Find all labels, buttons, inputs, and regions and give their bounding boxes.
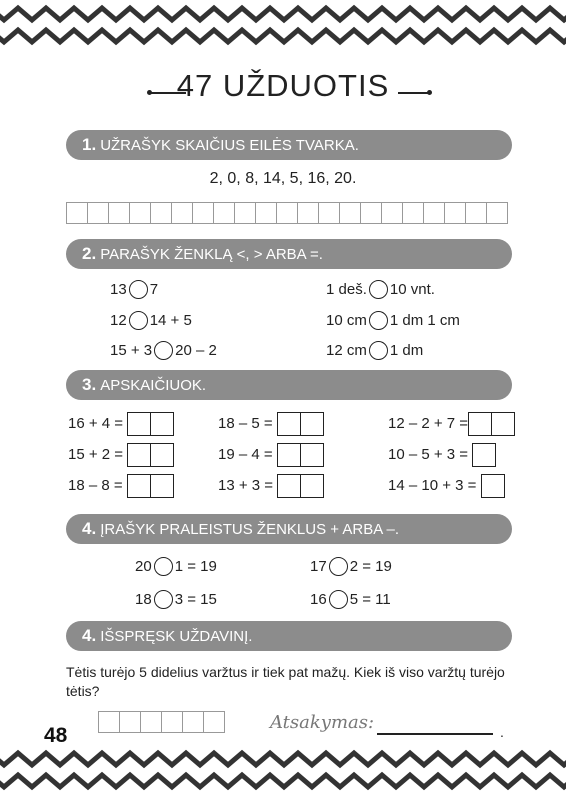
zigzag-border-bottom bbox=[0, 743, 566, 801]
answer-circle[interactable] bbox=[154, 590, 173, 609]
grid-cell[interactable] bbox=[88, 202, 109, 224]
answer-grid-1[interactable] bbox=[66, 202, 508, 224]
sign-right-a: 16 bbox=[310, 591, 327, 608]
sign-right-a: 17 bbox=[310, 558, 327, 575]
grid-cell[interactable] bbox=[130, 202, 151, 224]
page-title: 47 UŽDUOTIS bbox=[176, 68, 390, 103]
answer-box[interactable] bbox=[127, 443, 151, 467]
grid-cell[interactable] bbox=[340, 202, 361, 224]
calc-2-1 bbox=[218, 411, 324, 437]
compare-right-a: 1 deš. bbox=[326, 281, 367, 298]
grid-cell[interactable] bbox=[277, 202, 298, 224]
grid-cell[interactable] bbox=[162, 711, 183, 733]
compare-right-b: 10 vnt. bbox=[389, 281, 435, 298]
compare-row-right-3 bbox=[326, 340, 423, 362]
compare-left-b: 14 + 5 bbox=[149, 312, 192, 329]
calc-3-2 bbox=[388, 442, 496, 468]
calc-1-3 bbox=[68, 473, 174, 499]
grid-cell[interactable] bbox=[424, 202, 445, 224]
section-2-number: 2. bbox=[82, 244, 97, 263]
answer-period: . bbox=[500, 724, 504, 740]
compare-right-b: 1 dm bbox=[389, 342, 424, 359]
answer-box[interactable] bbox=[151, 474, 174, 498]
answer-circle[interactable] bbox=[129, 311, 148, 330]
section-5-number: 4. bbox=[82, 626, 97, 645]
section-1-label: UŽRAŠYK SKAIČIUS EILĖS TVARKA. bbox=[100, 137, 359, 154]
answer-circle[interactable] bbox=[369, 311, 388, 330]
grid-cell[interactable] bbox=[204, 711, 225, 733]
answer-label: Atsakymas: bbox=[270, 712, 375, 733]
grid-cell[interactable] bbox=[214, 202, 235, 224]
answer-circle[interactable] bbox=[329, 590, 348, 609]
compare-left-a: 13 bbox=[110, 281, 127, 298]
sign-row-left-2 bbox=[135, 589, 217, 611]
answer-box[interactable] bbox=[151, 443, 174, 467]
answer-box[interactable] bbox=[151, 412, 174, 436]
answer-box[interactable] bbox=[301, 412, 324, 436]
sign-row-right-1 bbox=[310, 556, 392, 578]
grid-cell[interactable] bbox=[193, 202, 214, 224]
answer-box[interactable] bbox=[301, 443, 324, 467]
solution-grid[interactable] bbox=[98, 711, 225, 733]
answer-box[interactable] bbox=[472, 443, 496, 467]
calc-expression: 19 – 4 = bbox=[218, 446, 273, 463]
compare-row-right-2 bbox=[326, 310, 460, 332]
calc-expression: 12 – 2 + 7 = bbox=[388, 415, 469, 432]
sign-row-left-1 bbox=[135, 556, 217, 578]
compare-left-b: 7 bbox=[149, 281, 159, 298]
answer-circle[interactable] bbox=[154, 341, 173, 360]
page-number: 48 bbox=[44, 724, 68, 747]
compare-row-left-1 bbox=[110, 279, 158, 301]
compare-row-left-2 bbox=[110, 310, 192, 332]
calc-expression: 10 – 5 + 3 = bbox=[388, 446, 469, 463]
answer-box[interactable] bbox=[492, 412, 515, 436]
calc-expression: 18 – 8 = bbox=[68, 477, 123, 494]
answer-box[interactable] bbox=[127, 474, 151, 498]
grid-cell[interactable] bbox=[403, 202, 424, 224]
grid-cell[interactable] bbox=[382, 202, 403, 224]
section-1-header bbox=[66, 130, 512, 160]
sign-right-b: 2 = 19 bbox=[349, 558, 392, 575]
grid-cell[interactable] bbox=[319, 202, 340, 224]
calc-expression: 15 + 2 = bbox=[68, 446, 124, 463]
sign-right-b: 5 = 11 bbox=[349, 591, 391, 608]
calc-expression: 14 – 10 + 3 = bbox=[388, 477, 477, 494]
grid-cell[interactable] bbox=[487, 202, 508, 224]
answer-box[interactable] bbox=[277, 474, 301, 498]
answer-circle[interactable] bbox=[154, 557, 173, 576]
sign-left-a: 20 bbox=[135, 558, 152, 575]
compare-right-a: 12 cm bbox=[326, 342, 367, 359]
compare-row-right-1 bbox=[326, 279, 435, 301]
calc-2-2 bbox=[218, 442, 324, 468]
answer-circle[interactable] bbox=[369, 341, 388, 360]
answer-box[interactable] bbox=[468, 412, 492, 436]
answer-box[interactable] bbox=[301, 474, 324, 498]
compare-left-a: 15 + 3 bbox=[110, 342, 153, 359]
grid-cell[interactable] bbox=[445, 202, 466, 224]
calc-expression: 18 – 5 = bbox=[218, 415, 273, 432]
section-5-header bbox=[66, 621, 512, 651]
calc-2-3 bbox=[218, 473, 324, 499]
sign-left-b: 1 = 19 bbox=[174, 558, 217, 575]
grid-cell[interactable] bbox=[98, 711, 120, 733]
answer-circle[interactable] bbox=[129, 280, 148, 299]
section-3-number: 3. bbox=[82, 375, 97, 394]
grid-cell[interactable] bbox=[298, 202, 319, 224]
section-1-number: 1. bbox=[82, 135, 97, 154]
section-4-number: 4. bbox=[82, 519, 97, 538]
section-3-label: APSKAIČIUOK. bbox=[100, 377, 207, 394]
word-problem-text: Tėtis turėjo 5 didelius varžtus ir tiek pat mažų. Kiek iš viso varžtų turėjo tėtis? bbox=[66, 664, 505, 699]
number-sequence: 2, 0, 8, 14, 5, 16, 20. bbox=[209, 170, 357, 187]
section-2-label: PARAŠYK ŽENKLĄ <, > ARBA =. bbox=[100, 246, 323, 263]
zigzag-border-top bbox=[0, 0, 566, 58]
calc-expression: 16 + 4 = bbox=[68, 415, 124, 432]
answer-box[interactable] bbox=[277, 443, 301, 467]
section-4-label: ĮRAŠYK PRALEISTUS ŽENKLUS + ARBA –. bbox=[100, 521, 400, 538]
grid-cell[interactable] bbox=[235, 202, 256, 224]
compare-right-a: 10 cm bbox=[326, 312, 367, 329]
grid-cell[interactable] bbox=[256, 202, 277, 224]
calc-expression: 13 + 3 = bbox=[218, 477, 274, 494]
compare-row-left-3 bbox=[110, 340, 217, 362]
section-3-header bbox=[66, 370, 512, 400]
grid-cell[interactable] bbox=[183, 711, 204, 733]
calc-3-3 bbox=[388, 473, 505, 499]
section-2-header bbox=[66, 239, 512, 269]
answer-box[interactable] bbox=[277, 412, 301, 436]
section-5-label: IŠSPRĘSK UŽDAVINĮ. bbox=[100, 628, 253, 645]
sign-left-b: 3 = 15 bbox=[174, 591, 217, 608]
grid-cell[interactable] bbox=[172, 202, 193, 224]
grid-cell[interactable] bbox=[120, 711, 141, 733]
compare-left-a: 12 bbox=[110, 312, 127, 329]
answer-box[interactable] bbox=[127, 412, 151, 436]
answer-line[interactable] bbox=[377, 733, 493, 735]
title-row bbox=[0, 68, 566, 108]
answer-circle[interactable] bbox=[329, 557, 348, 576]
answer-circle[interactable] bbox=[369, 280, 388, 299]
sign-left-a: 18 bbox=[135, 591, 152, 608]
section-4-header bbox=[66, 514, 512, 544]
compare-right-b: 1 dm 1 cm bbox=[389, 312, 460, 329]
grid-cell[interactable] bbox=[361, 202, 382, 224]
grid-cell[interactable] bbox=[151, 202, 172, 224]
grid-cell[interactable] bbox=[109, 202, 130, 224]
grid-cell[interactable] bbox=[141, 711, 162, 733]
compare-left-b: 20 – 2 bbox=[175, 342, 217, 359]
calc-1-1 bbox=[68, 411, 174, 437]
calc-3-1 bbox=[388, 411, 515, 437]
grid-cell[interactable] bbox=[66, 202, 88, 224]
title-line-right bbox=[398, 92, 430, 94]
grid-cell[interactable] bbox=[466, 202, 487, 224]
sign-row-right-2 bbox=[310, 589, 391, 611]
answer-box[interactable] bbox=[481, 474, 505, 498]
calc-1-2 bbox=[68, 442, 174, 468]
